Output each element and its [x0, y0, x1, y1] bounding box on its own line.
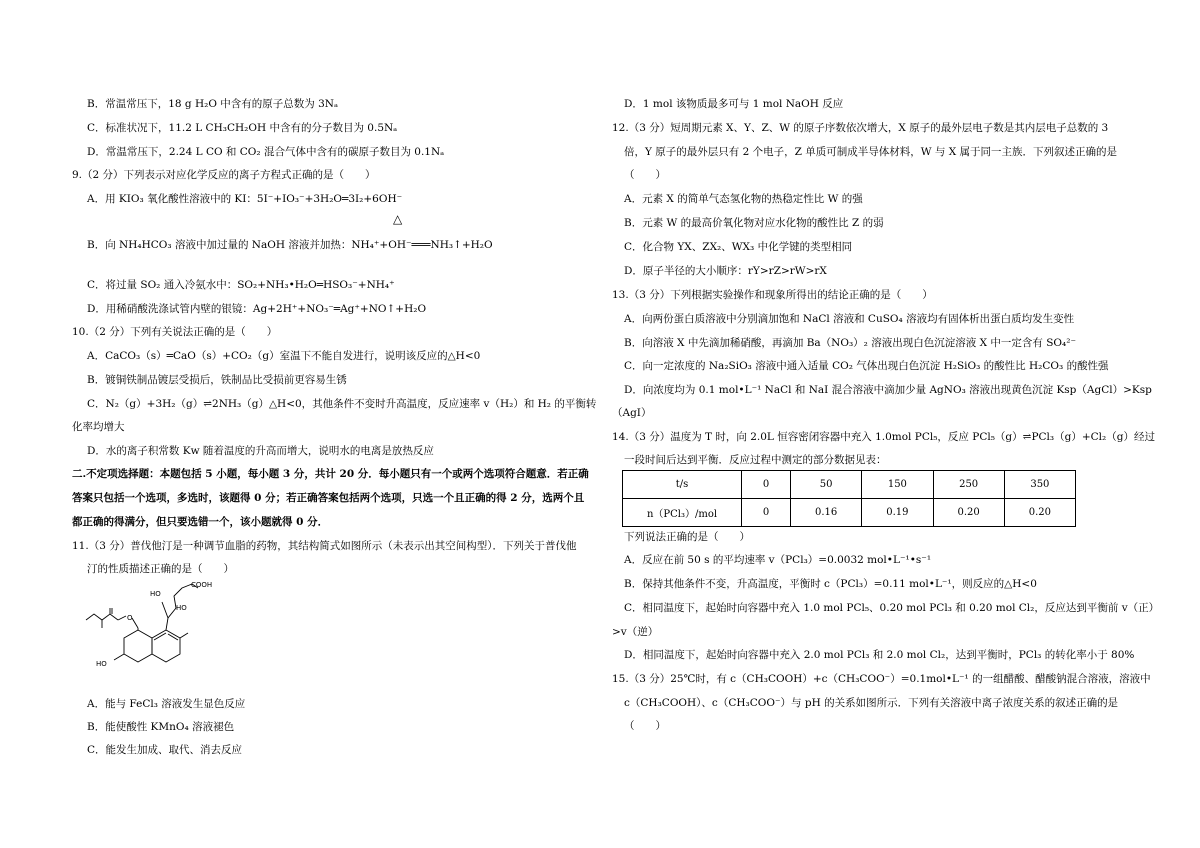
q15-stem: 15.（3 分）25℃时，有 c（CH₃COOH）+c（CH₃COO⁻）=0.1mol•L⁻¹ 的一组醋酸、醋酸钠混合溶液，溶液中: [612, 673, 1151, 685]
q8-option-d: D．常温常压下，2.24 L CO 和 CO₂ 混合气体中含有的碳原子数目为 0.1Nₐ: [87, 146, 445, 158]
q9-option-b: B．向 NH₄HCO₃ 溶液中加过量的 NaOH 溶液并加热：NH₄⁺+OH⁻═══NH₃↑+H₂O: [87, 239, 493, 251]
q12-option-c: C．化合物 YX、ZX₂、WX₃ 中化学键的类型相同: [624, 241, 853, 253]
section2-instructions-1: 二.不定项选择题：本题包括 5 小题，每小题 3 分，共计 20 分．每小题只有一个或两个选项符合题意．若正确: [72, 468, 589, 480]
q14-stem: 14.（3 分）温度为 T 时，向 2.0L 恒容密闭容器中充入 1.0mol PCl₅，反应 PCl₅（g）⇌PCl₃（g）+Cl₂（g）经过: [612, 431, 1155, 443]
table-row: [623, 499, 1076, 527]
table-cell: t/s: [623, 471, 742, 499]
q10-option-d: D．水的离子积常数 Kw 随着温度的升高而增大，说明水的电离是放热反应: [87, 445, 434, 457]
q8-option-c: C．标准状况下，11.2 L CH₃CH₂OH 中含有的分子数目为 0.5Nₐ: [87, 122, 398, 134]
table-cell: 0.16: [791, 499, 862, 527]
q14-ask: 下列说法正确的是（ ）: [624, 531, 750, 543]
q12-stem: 12.（3 分）短周期元素 X、Y、Z、W 的原子序数依次增大，X 原子的最外层电子数是其内层电子总数的 3: [612, 122, 1109, 134]
q11-option-b: B．能使酸性 KMnO₄ 溶液褪色: [87, 721, 235, 733]
q9-option-c: C．将过量 SO₂ 通入冷氨水中：SO₂+NH₃•H₂O═HSO₃⁻+NH₄⁺: [87, 279, 395, 291]
q11-option-a: A．能与 FeCl₃ 溶液发生显色反应: [87, 698, 246, 710]
q14-stem-cont: 一段时间后达到平衡．反应过程中测定的部分数据见表：: [624, 454, 887, 466]
pravastatin-structure: [84, 578, 214, 686]
q9-option-d: D．用稀硝酸洗涤试管内壁的银镜：Ag+2H⁺+NO₃⁻═Ag⁺+NO↑+H₂O: [87, 303, 427, 315]
q12-option-b: B．元素 W 的最高价氧化物对应水化物的酸性比 Z 的弱: [624, 217, 884, 229]
q11-stem-cont: 汀的性质描述正确的是（ ）: [87, 563, 234, 575]
ho-label-1: HO: [150, 590, 161, 598]
table-cell: n（PCl₃）/mol: [623, 499, 742, 527]
q14-option-d: D．相同温度下，起始时向容器中充入 2.0 mol PCl₃ 和 2.0 mol Cl₂，达到平衡时，PCl₃ 的转化率小于 80%: [624, 649, 1135, 661]
table-cell: 0.20: [1004, 499, 1075, 527]
ho-label-3: HO: [96, 660, 107, 668]
table-cell: 0: [742, 471, 791, 499]
q10-option-c-cont: 化率均增大: [72, 421, 125, 433]
q9-stem: 9.（2 分）下列表示对应化学反应的离子方程式正确的是（ ）: [72, 169, 376, 181]
q10-option-c: C．N₂（g）+3H₂（g）⇌2NH₃（g）△H<0，其他条件不变时升高温度，反应速率 v（H₂）和 H₂ 的平衡转: [87, 398, 597, 410]
q12-stem-paren: （ ）: [624, 169, 666, 181]
q10-stem: 10.（2 分）下列有关说法正确的是（ ）: [72, 326, 278, 338]
section2-instructions-2: 答案只包括一个选项，多选时，该题得 0 分；若正确答案包括两个选项，只选一个且正确的得 2 分，选两个且: [72, 492, 585, 504]
q15-stem-paren: （ ）: [624, 720, 666, 732]
table-cell: 350: [1004, 471, 1075, 499]
q11-option-c: C．能发生加成、取代、消去反应: [87, 744, 243, 756]
table-cell: 50: [791, 471, 862, 499]
q10-option-a: A．CaCO₃（s）═CaO（s）+CO₂（g）室温下不能自发进行，说明该反应的△H<0: [87, 350, 481, 362]
table-cell: 0.20: [933, 499, 1004, 527]
cooh-label: COOH: [191, 581, 213, 589]
ho-label-2: HO: [176, 604, 187, 612]
q12-option-d: D．原子半径的大小顺序：rY>rZ>rW>rX: [624, 265, 827, 277]
q13-option-b: B．向溶液 X 中先滴加稀硝酸，再滴加 Ba（NO₃）₂ 溶液出现白色沉淀溶液 X 中一定含有 SO₄²⁻: [624, 337, 1076, 349]
q13-option-d-cont: （AgI）: [612, 407, 652, 419]
q15-stem-cont: c（CH₃COOH）、c（CH₃COO⁻）与 pH 的关系如图所示．下列有关溶液中离子浓度关系的叙述正确的是: [624, 697, 1119, 709]
pcl3-data-table: [622, 470, 1076, 527]
q14-option-c: C．相同温度下，起始时向容器中充入 1.0 mol PCl₅、0.20 mol PCl₃ 和 0.20 mol Cl₂，反应达到平衡前 v（正）: [624, 602, 1160, 614]
q9-option-a: A．用 KIO₃ 氧化酸性溶液中的 KI：5I⁻+IO₃⁻+3H₂O═3I₂+6OH⁻: [87, 193, 403, 205]
table-cell: 250: [933, 471, 1004, 499]
table-cell: 0.19: [862, 499, 933, 527]
q12-stem-cont: 倍，Y 原子的最外层只有 2 个电子，Z 单质可制成半导体材料，W 与 X 属于同一主族．下列叙述正确的是: [624, 146, 1118, 158]
section2-instructions-3: 都正确的得满分，但只要选错一个，该小题就得 0 分．: [72, 516, 329, 528]
q14-option-b: B．保持其他条件不变，升高温度，平衡时 c（PCl₃）=0.11 mol•L⁻¹，则反应的△H<0: [624, 578, 1037, 590]
q13-option-d: D．向浓度均为 0.1 mol•L⁻¹ NaCl 和 NaI 混合溶液中滴加少量 AgNO₃ 溶液出现黄色沉淀 Ksp（AgCl）>Ksp: [624, 384, 1152, 396]
table-cell: 150: [862, 471, 933, 499]
q13-stem: 13.（3 分）下列根据实验操作和现象所得出的结论正确的是（ ）: [612, 289, 933, 301]
q10-option-b: B．镀铜铁制品镀层受损后，铁制品比受损前更容易生锈: [87, 374, 347, 386]
q14-option-c-cont: >v（逆）: [612, 626, 659, 638]
q13-option-c: C．向一定浓度的 Na₂SiO₃ 溶液中通入适量 CO₂ 气体出现白色沉淀 H₂SiO₃ 的酸性比 H₂CO₃ 的酸性强: [624, 360, 1109, 372]
q11-stem: 11.（3 分）普伐他汀是一种调节血脂的药物，其结构简式如图所示（未表示出其空间构型）．下列关于普伐他: [72, 540, 577, 552]
molecule-drawing: [84, 578, 214, 686]
heat-delta-symbol: △: [393, 212, 403, 226]
q8-option-b: B．常温常压下，18 g H₂O 中含有的原子总数为 3Nₐ: [87, 98, 339, 110]
table-row: [623, 471, 1076, 499]
ester-oxygen-label: O: [127, 614, 133, 622]
q11-option-d: D．1 mol 该物质最多可与 1 mol NaOH 反应: [624, 98, 844, 110]
q13-option-a: A．向两份蛋白质溶液中分别滴加饱和 NaCl 溶液和 CuSO₄ 溶液均有固体析出蛋白质均发生变性: [624, 313, 1075, 325]
table-cell: 0: [742, 499, 791, 527]
q12-option-a: A．元素 X 的简单气态氢化物的热稳定性比 W 的强: [624, 193, 863, 205]
q14-option-a: A．反应在前 50 s 的平均速率 v（PCl₃）=0.0032 mol•L⁻¹•s⁻¹: [624, 554, 932, 566]
